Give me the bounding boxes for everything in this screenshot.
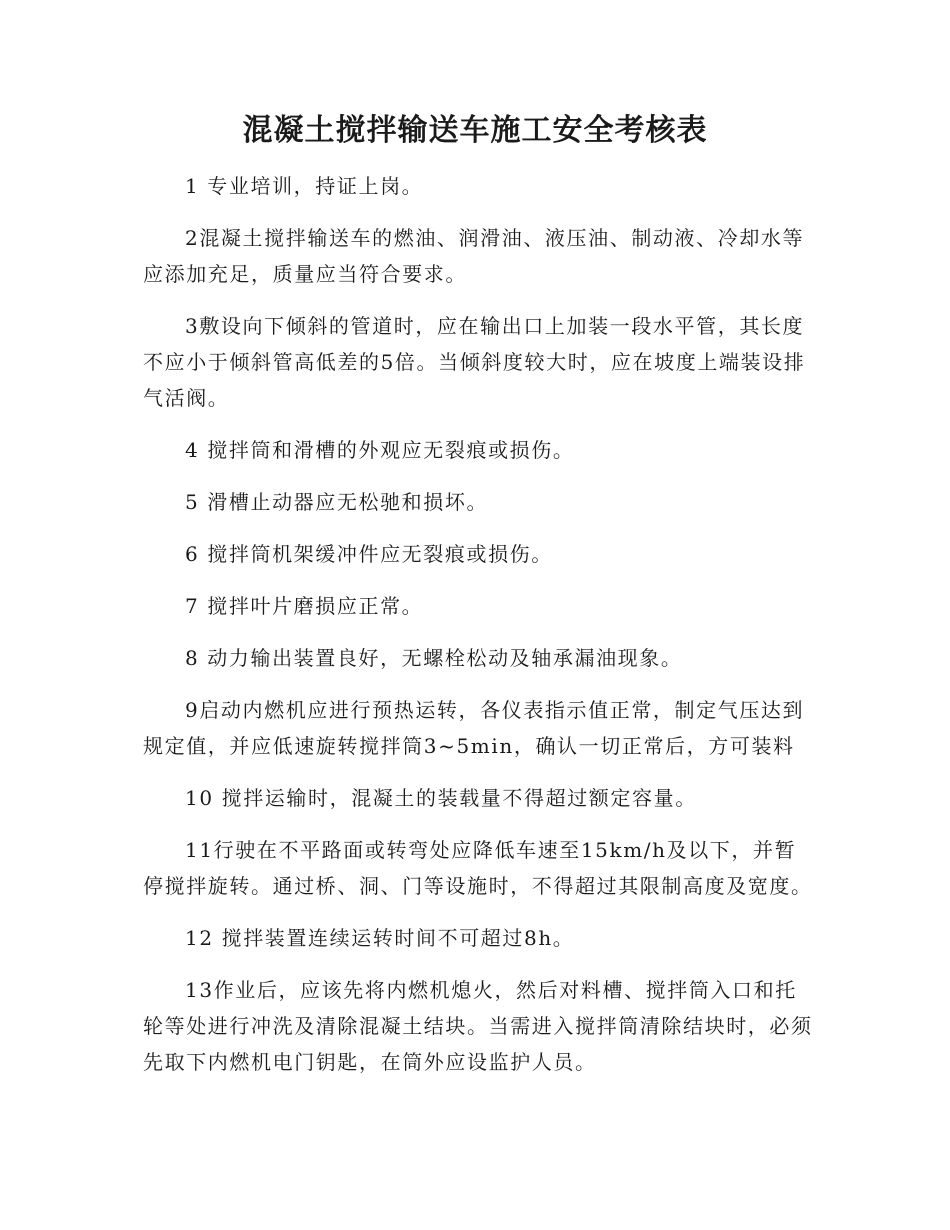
paragraph-13: 13作业后，应该先将内燃机熄火，然后对料槽、搅拌筒入口和托轮等处进行冲洗及清除混凝土结块。当需进入搅拌筒清除结块时，必须先取下内燃机电门钥匙，在筒外应设监护人员。 bbox=[143, 978, 813, 1074]
paragraph-9: 9启动内燃机应进行预热运转，各仪表指示值正常，制定气压达到规定值，并应低速旋转搅拌筒3~5min，确认一切正常后，方可装料 bbox=[143, 698, 805, 758]
document-body bbox=[143, 168, 813, 1096]
paragraph-5: 5 滑槽止动器应无松驰和损坏。 bbox=[185, 490, 489, 514]
paragraph-2: 2混凝土搅拌输送车的燃油、润滑油、液压油、制动液、冷却水等应添加充足，质量应当符合要求。 bbox=[143, 226, 805, 286]
paragraph-8: 8 动力输出装置良好，无螺栓松动及轴承漏油现象。 bbox=[185, 646, 683, 670]
paragraph-1: 1 专业培训，持证上岗。 bbox=[185, 174, 424, 198]
paragraph-4: 4 搅拌筒和滑槽的外观应无裂痕或损伤。 bbox=[185, 438, 575, 462]
paragraph-7: 7 搅拌叶片磨损应正常。 bbox=[185, 594, 424, 618]
document-title: 混凝土搅拌输送车施工安全考核表 bbox=[242, 113, 708, 148]
paragraph-3: 3敷设向下倾斜的管道时，应在输出口上加装一段水平管，其长度不应小于倾斜管高低差的5倍。当倾斜度较大时，应在坡度上端装设排气活阀。 bbox=[143, 314, 806, 410]
paragraph-11: 11行驶在不平路面或转弯处应降低车速至15km/h及以下，并暂停搅拌旋转。通过桥、洞、门等设施时，不得超过其限制高度及宽度。 bbox=[143, 838, 813, 898]
paragraph-10: 10 搅拌运输时，混凝土的装载量不得超过额定容量。 bbox=[185, 786, 697, 810]
paragraph-12: 12 搅拌装置连续运转时间不可超过8h。 bbox=[185, 926, 575, 950]
paragraph-6: 6 搅拌筒机架缓冲件应无裂痕或损伤。 bbox=[185, 542, 553, 566]
